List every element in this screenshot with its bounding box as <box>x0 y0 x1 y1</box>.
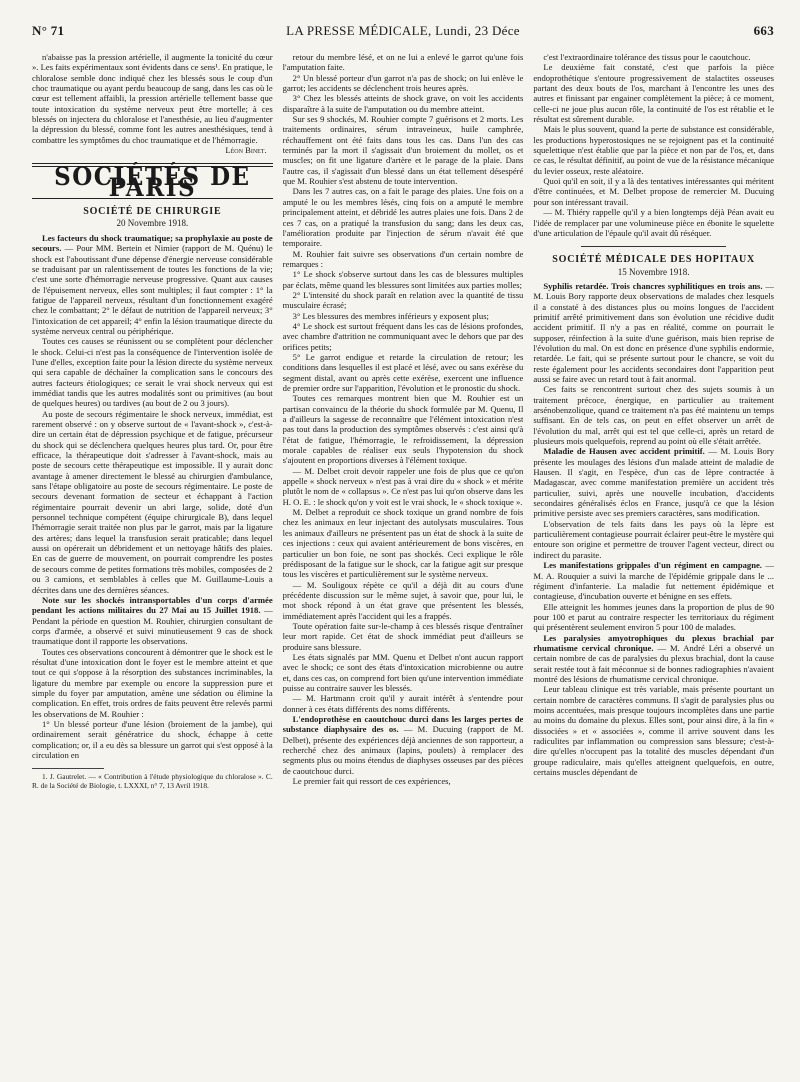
paragraph <box>533 560 774 601</box>
column-1 <box>32 52 273 1072</box>
paragraph <box>533 633 774 685</box>
running-header <box>32 22 774 40</box>
paragraph: 3° Les blessures des membres inférieurs y exposent plus; <box>292 310 489 321</box>
paragraph-body: — M. André Léri a observé un certain nombre de cas de paralysies du plexus brachial, dont la cause serait restée tout à fait méconnue si de bonnes radiographies n'avaient montré des lésions de rhumatisme cervical chronique. <box>533 642 775 684</box>
paragraph <box>533 281 774 384</box>
paragraph: 2° Un blessé porteur d'un garrot n'a pas de shock; on lui enlève le garrot; les accidents se déclenchent trois heures après. <box>282 72 524 94</box>
column-2 <box>283 52 524 1072</box>
paragraph <box>533 446 774 518</box>
section-title: SOCIÉTÉS DE PARIS <box>54 162 251 204</box>
paragraph-body: — M. Louis Bory présente les moulages des lésions d'un malade atteint de maladie de Hausen. Il s'agit, en l'espèce, d'un cas de lèpre contractée à Madagascar, avec comme manifestation première un accident très particulier, suivi, après une nouvelle incubation, d'accidents secondaires généralisés éclos en France, jusqu'à ce que la lésion primitive persiste avec ses premiers caractères, sans modification. <box>533 446 775 519</box>
paragraph: Les états signalés par MM. Quenu et Delbet n'ont aucun rapport avec le shock; ce sont des états d'intoxication microbienne ou autre et, dans ces cas, on comprend fort bien qu'une intervention immédiate puisse au contraire sauver les blessés. <box>282 651 524 693</box>
page-number: 663 <box>753 23 774 38</box>
paragraph: M. Rouhier fait suivre ses observations d'un certain nombre de remarques : <box>282 248 524 269</box>
paragraph: Sur ses 9 shockés, M. Rouhier compte 7 guérisons et 2 morts. Les traitements ordinaires, sérum intraveineux, huile camphrée, réchauffement ont été faits dans tous les cas. Dans l'un des cas terminés par la mort il s'agissait d'un broiement du mollet, os et muscles; on fit une ligature d'artère et le parage de la plaie. Dans l'autre cas, il s'agissait d'un blessé dans un état tellement désespéré que M. Rouhier s'est abstenu de toute intervention. <box>282 114 524 187</box>
paragraph-heading: Note sur les shockés intransportables d'un corps d'armée pendant les actions militaires du 27 Mai au 15 Juillet 1918. <box>32 594 273 616</box>
footnote-rule <box>32 768 104 769</box>
paragraph: retour du membre lésé, et on ne lui a enlevé le garrot qu'une fois l'amputation faite. <box>282 52 524 73</box>
paragraph-body: — M. Ducuing (rapport de M. Delbet), présente des expériences déjà anciennes de son rapporteur, a recherché chez des animaux (lapins, poulets) à remplacer des segments plus ou moins étendus de diaphyses osseuses par des pièces de caoutchouc durci. <box>282 724 524 776</box>
paragraph <box>32 233 273 336</box>
paragraph: Mais le plus souvent, quand la perte de substance est considérable, les productions hyperostosiques ne se rejoignent pas et la continuité squelettique n'est établie que par la pièce et non par de l'os, et, dans ce cas, le résultat définitif, au point de vue de la résistance mécanique du levier osseux, reste aléatoire. <box>533 124 775 176</box>
paragraph: 3° Chez les blessés atteints de shock grave, on voit les accidents disparaître à la suite de l'amputation ou du membre atteint. <box>282 93 524 114</box>
paragraph: Elle atteignit les hommes jeunes dans la proportion de plus de 90 pour 100 et parut au contraire respecter les territoriaux du régiment qui présentèrent seulement environ 5 pour 100 de malades. <box>533 601 775 633</box>
journal-title: LA PRESSE MÉDICALE, Lundi, 23 Déce <box>286 23 520 38</box>
issue-number: N° 71 <box>32 23 65 38</box>
paragraph-body: — M. Louis Bory rapporte deux observations de malades chez lesquels il a constaté à des distances plus ou moins longues de l'accident primitif arrêté primitivement dans son évolution une récidive dudit accident primitif. Il n'y a pas en réalité, comme on pourrait le supposer, réinfection à la suite d'une guérison, mais bien reprise de l'évolution du mal. On est donc en présence d'une syphilis endormie, retardée. Le fait, qui se présente surtout pour le chancre, se voit du reste également pour les accidents secondaires dont l'apparition peut aussi se faire avec un retard tout à fait anormal. <box>533 280 775 384</box>
paragraph: 1° Un blessé porteur d'une lésion (broiement de la jambe), qui ordinairement serait génératrice du shock, échappe à cette complication; or, il a eu dès sa blessure un garrot qui s'est opposé à la circulation en <box>32 718 273 760</box>
paragraph: 2° L'intensité du shock paraît en relation avec la quantité de tissu musculaire écrasé; <box>282 289 524 311</box>
paragraph-heading: Les manifestations grippales d'un régiment en campagne. <box>543 560 762 571</box>
paragraph: 1° Le shock s'observe surtout dans les cas de blessures multiples par éclats, même quand les blessures sont limitées aux parties molles; <box>282 269 524 290</box>
paragraph: 5° Le garrot endigue et retarde la circulation de retour; les conditions dans lesquelles il est placé et lésé, avec ou sans exérèse du segment distal, avant ou après cette exérèse, exercent une influence de premier ordre sur l'apparition, l'évolution et le pronostic du shock. <box>282 351 524 393</box>
paragraph: Toutes ces causes se réunissent ou se complètent pour déclencher le shock. Celui-ci n'est pas la conséquence de l'intervention isolée de l'une d'elles, exception faite pour la lésion directe du système nerveux qui sera capable de déchaîner la complication sans le concours des autres facteurs étiologiques; ce serait le vrai shock nerveux qui est immédiat tandis que les autres modalités sont ou primitives (au bout de quelques heures) ou tardives (au bout de 2 ou 3 jours). <box>32 336 273 409</box>
paragraph: Le deuxième fait constaté, c'est que parfois la pièce endoprothétique s'entoure progressivement de stalactites osseuses partant des deux bouts de l'os, marchant à l'encontre les unes des autres et finissant par engainer complètement la pièce; à ce moment, celle-ci ne joue plus aucun rôle, la continuité de l'os est rétablie et le résultat est sûrement durable. <box>533 62 775 125</box>
paragraph: 4° Le shock est surtout fréquent dans les cas de lésions profondes, avec chambre d'attrition ne communiquant avec le dehors que par des orifices petits; <box>282 320 524 352</box>
rule <box>581 246 725 247</box>
paragraph-body: — M. A. Rouquier a suivi la marche de l'épidémie grippale dans le ... régiment d'infanterie. La maladie fut nettement épidémique et contagieuse, d'incubation ouverte et bénigne en ses effets. <box>533 560 775 602</box>
paragraph <box>283 714 524 776</box>
article-columns <box>32 52 774 1072</box>
paragraph: — M. Delbet croit devoir rappeler une fois de plus que ce qu'on appelle « shock nerveux » n'est pas à vrai dire du « shock » et mérite plutôt le nom de « collapsus ». Ce n'est pas lui qu'on observe dans les H. O. E. : le shock qu'on y voit est le vrai shock, le « shock toxique ». <box>282 465 524 507</box>
paragraph <box>32 595 273 647</box>
paragraph: Toutes ces observations concourent à démontrer que le shock est le résultat d'une intoxication dont le foyer est le membre atteint et que tout ce qui s'oppose à la résorption des substances incriminables, la ligature du membre par exemple ou encore la suppression pure et simple du foyer par amputation, amène une sédation ou élimine la complication. En effet, trois ordres de faits peuvent être relevés parmi les observations de M. Rouhier : <box>32 646 273 719</box>
author-signature: Léon Binet. <box>225 145 267 156</box>
paragraph: M. Delbet a reproduit ce shock toxique un grand nombre de fois chez les animaux en leur injectant des autolysats musculaires. Tous les animaux d'ailleurs ne présentent pas un état de shock à la suite de ces injections : ceux qui avaient antérieurement de bons viscères, en particulier un bon foie, ne sont pas shockés. Ceci explique le rôle prédisposant de la fatigue sur le shock, car la fatigue agit sur presque tous les viscères et particulièrement sur le système nerveux. <box>282 507 524 580</box>
paragraph: Toutes ces remarques montrent bien que M. Rouhier est un partisan convaincu de la théorie du shock formulée par M. Quenu, Il a d'ailleurs la sagesse de reconnaître que l'élément intoxication n'est pas tout dans la production des symptômes observés : c'est ainsi qu'à l'état de fatigue, l'hémorragie, le refroidissement, la dépression morale capables de réaliser eux seuls l'hypotension du shock s'ajoutent en proportions diverses à l'élément toxique. <box>282 393 524 466</box>
paragraph: Au poste de secours régimentaire le shock nerveux, immédiat, est rarement observé : on y observe surtout de « l'avant-shock », c'est-à-dire un certain état de dépression psychique et de fatigue, précurseur du shock qui se déclenchera quelques heures plus tard. Or, pour être efficace, la thérapeutique doit s'adresser à l'avant-shock, mais au poste de secours cette thérapeutique est impossible. Il y aurait donc avantage à amener directement le blessé au chirurgien d'ambulance, sans l'étape obligatoire au poste de secours régimentaire. Le poste de secours devenant formation de secteur et échappant à l'action régimentaire pourrait devenir un abri large, solide, doté d'un personnel technique compétent (équipe chirurgicale B), dans lequel l'hémorragie serait traitée non plus par le garrot, mais par la ligature des artères; dans lequel la transfusion serait praticable; dans lequel aussi on opérerait un débridement et un nettoyage hâtifs des plaies. En cas de guerre de mouvement, on pourrait comprendre les postes de secours comme de petites formations très mobiles, composées de 2 ou 3 camions, et semblables à celles que M. Guillaume-Louis a décrites dans une des dernières séances. <box>32 408 273 595</box>
paragraph-heading: Maladie de Hausen avec accident primitif. <box>543 446 705 457</box>
session-date: 20 Novembre 1918. <box>116 218 189 229</box>
paragraph-body: — Pour MM. Bertein et Nimier (rapport de M. Quénu) le shock est l'aboutissant d'une dépense d'énergie nerveuse considérable se traduisant par un ralentissement de toutes les fonctions de la vie; c'est une sorte d'hémorragie nerveuse progressive. Quant aux causes de l'épuisement nerveux, elles sont multiples; il faut compter : 1° la fatigue de l'appareil nerveux, résultant d'un fonctionnement exagéré chez le combattant; 2° le défaut de nutrition de l'appareil nerveux; 3° l'intoxication de cet appareil; 4° enfin la lésion traumatique directe du système nerveux central ou périphérique. <box>32 243 273 336</box>
paragraph-heading: Les paralysies amyotrophiques du plexus brachial par rhumatisme cervical chronique. <box>533 632 775 653</box>
paragraph: Le premier fait qui ressort de ces expériences, <box>292 776 451 787</box>
paragraph: c'est l'extraordinaire tolérance des tissus pour le caoutchouc. <box>543 52 751 62</box>
paragraph: — M. Thiéry rappelle qu'il y a bien longtemps déjà Péan avait eu l'idée de remplacer par une volumineuse pièce en ébonite le squelette d'une articulation de l'épaule qu'il avait dû réséquer. <box>533 207 775 238</box>
paragraph-heading: Syphilis retardée. Trois chancres syphilitiques en trois ans. <box>543 280 763 291</box>
paragraph-heading: L'endoprothèse en caoutchouc durci dans les larges pertes de substance diaphysaire des os. <box>282 714 524 735</box>
footnote: 1. J. Gautrelet. — « Contribution à l'étude physiologique du chloralose ». C. R. de la Société de Biologie, t. LXXXI, n° 7, 13 Avril 1918. <box>32 772 273 791</box>
paragraph: Quoi qu'il en soit, il y a là des tentatives intéressantes qui méritent d'être continuées, et M. Delbet propose de remercier M. Ducuing pour son intéressant travail. <box>533 176 775 207</box>
paragraph: Ces faits se rencontrent surtout chez des sujets soumis à un traitement précoce, énergique, en particulier au traitement arsénobenzolique, quand ce traitement n'a pas été maintenu un temps suffisant. En de tels cas, on peut en effet observer un arrêt de l'évolution du mal, arrêt qui est tel que celle-ci, après un retard de plusieurs mois quelquefois, reprend au point où elle s'était arrêtée. <box>533 384 775 447</box>
session-date: 15 Novembre 1918. <box>617 266 690 277</box>
paragraph-heading: Les facteurs du shock traumatique; sa prophylaxie au poste de secours. <box>32 232 273 254</box>
paragraph: Dans les 7 autres cas, on a fait le parage des plaies. Une fois on a amputé le ou les membres lésés, cinq fois on a amputé le membre principalement atteint, et débridé les autres plaies une fois. Dans 2 de ces 7 cas, on a pratiqué la transfusion du sang; dans les deux cas, l'amélioration produite par l'injection de sérum n'avait été que temporaire. <box>282 186 524 249</box>
society-title: SOCIÉTÉ MÉDICALE DES HOPITAUX <box>552 254 756 266</box>
paragraph: Toute opération faite sur-le-champ à ces blessés risque d'entraîner leur mort rapide. Cet état de shock immédiat peut d'ailleurs se produire sans blessure. <box>282 620 524 652</box>
society-title: SOCIÉTÉ DE CHIRURGIE <box>83 206 222 218</box>
column-3 <box>533 52 774 1072</box>
paragraph-body: — Pendant la période en question M. Rouhier, chirurgien consultant de corps d'armée, a observé et suivi minutieusement 9 cas de shock traumatique dont il rapporte les observations. <box>32 605 273 647</box>
paragraph: n'abaisse pas la pression artérielle, il augmente la tonicité du cœur ». Les faits expérimentaux sont évidents dans ce sens¹. En pratique, le chloralose semble donc indiqué chez les blessés sous le coup d'un choc traumatique ou ayant perdu beaucoup de sang, dans les cas où le cœur est tellement affaibli, la pression artérielle tellement basse que toute intoxication du système nerveux peut être mortelle; à ces blessés on injectera du chloralose et l'anesthésie, au lieu d'augmenter la dépression du blessé, comme font les autres anesthésiques, tend à combattre les symptômes du choc traumatique et de l'hémorragie. <box>32 52 273 145</box>
paragraph: Leur tableau clinique est très variable, mais présente pourtant un certain nombre de caractères communs. Il s'agit de paralysies plus ou moins accentuées, mais presque toujours incomplètes dans une partie au moins du domaine du plexus. Elles sont, pour ainsi dire, à la fin « dissociées » et « associées », comme il arrive souvent dans les radiculites par inflammation ou compression sans blessure; c'est-à-dire qu'elles n'occupent pas la totalité des muscles dépendant d'un groupe radiculaire, mais qu'elles atteignent quelquefois, en outre, certains muscles dépendant de <box>533 684 775 778</box>
paragraph: L'observation de tels faits dans les pays où la lèpre est particulièrement contagieuse pourrait éclairer peut-être le mystère qui entoure son origine et permettre de trouver l'agent vecteur, direct ou indirect du parasite. <box>533 518 775 560</box>
paragraph: — M. Hartmann croit qu'il y aurait intérêt à s'entendre pour donner à ces états différents des noms différents. <box>282 693 524 714</box>
paragraph: — M. Souligoux répète ce qu'il a déjà dit au cours d'une précédente discussion sur le même sujet, à savoir que, pour lui, le mot shock répond à un état grave que présentent les blessés, immédiatement après l'accident qui les a frappés. <box>282 579 524 621</box>
